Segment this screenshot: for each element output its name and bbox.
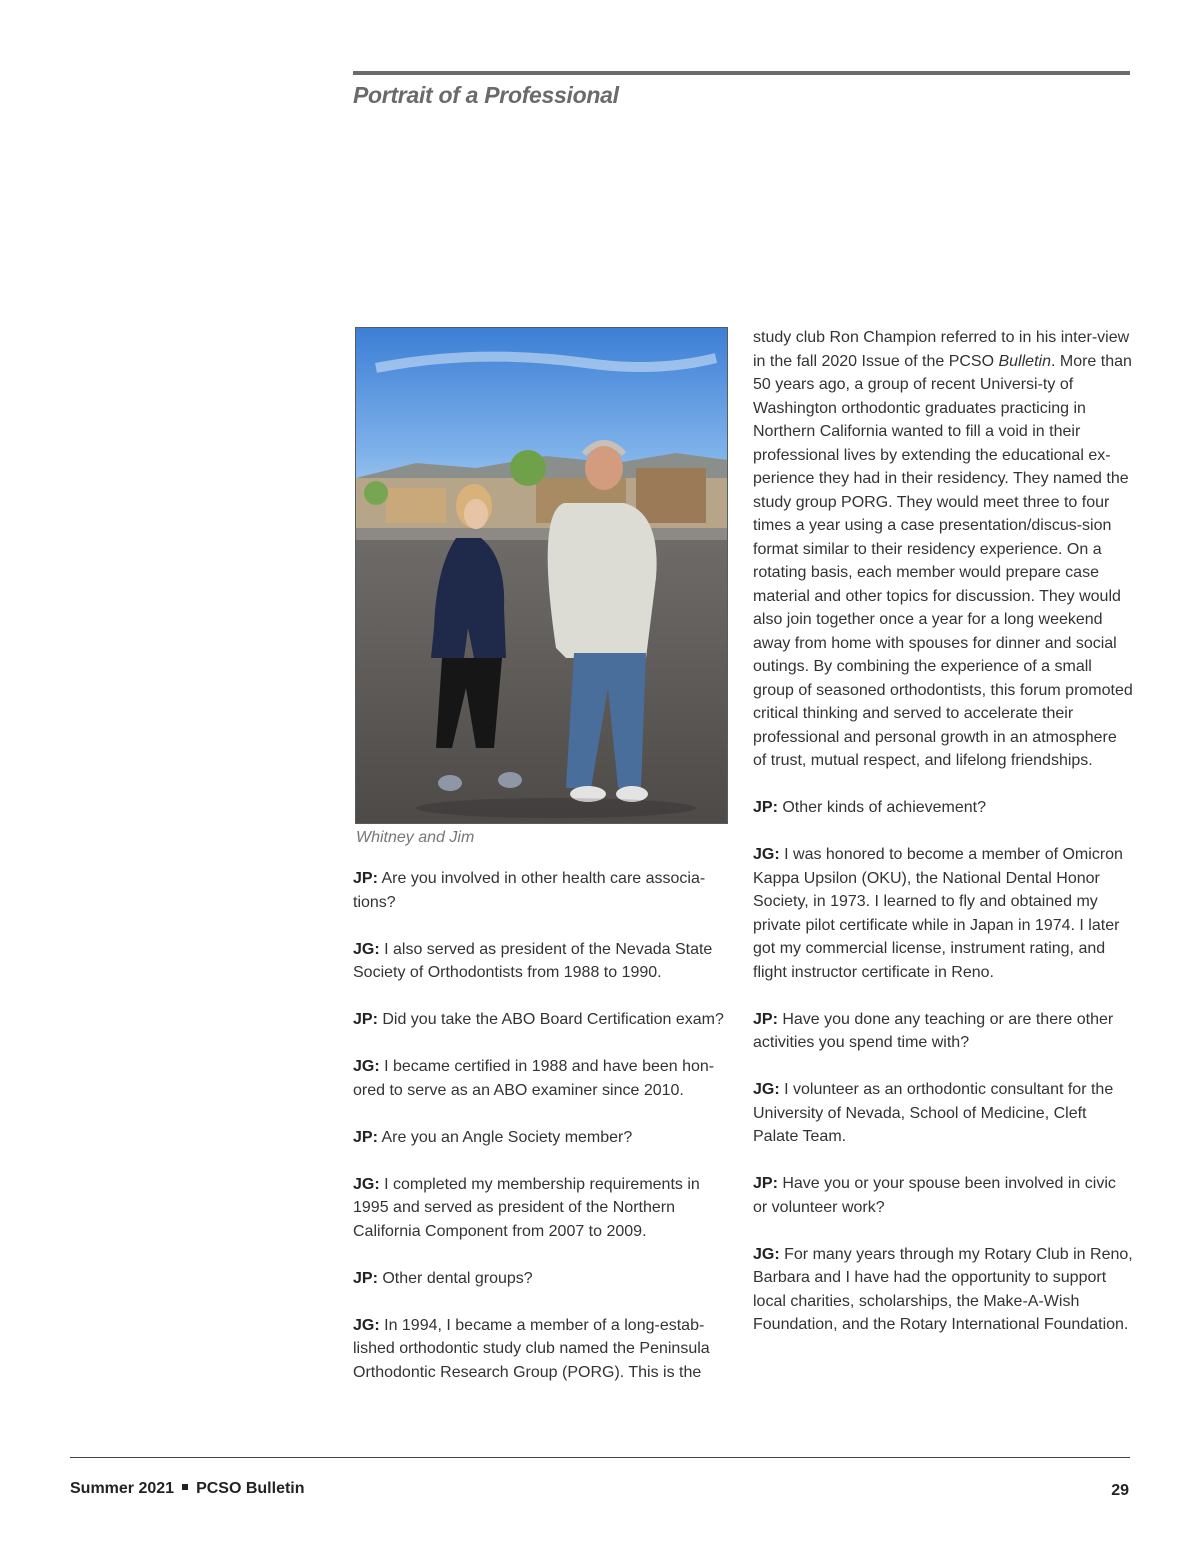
qa-text: Have you done any teaching or are there other activities you spend time with? bbox=[753, 1010, 1114, 1051]
section-title: Portrait of a Professional bbox=[353, 82, 619, 108]
speaker-label: JP: bbox=[353, 1011, 378, 1028]
continued-text-end: . More than 50 years ago, a group of recent Universi-ty of Washington orthodontic graduates practicing in Northern California wanted to fill a void in their professional lives by extending the educational ex-perience they had in their residency. They named the study group PORG. They would meet three to four times a year using a case presentation/discus-sion format similar to their residency experience. On a rotating basis, each member would prepare case material and other topics for discussion. They would also join together once a year for a long weekend away from home with spouses for dinner and social outings. By combining the experience of a small group of seasoned orthodontists, this forum promoted critical thinking and served to accelerate their professional and personal growth in an atmosphere of trust, mutual respect, and lifelong friendships. bbox=[753, 352, 1133, 769]
qa-paragraph bbox=[753, 1172, 1133, 1219]
footer-rule bbox=[70, 1457, 1130, 1458]
footer-issue: Summer 2021 bbox=[70, 1480, 175, 1497]
page-number: 29 bbox=[1111, 1482, 1129, 1499]
continued-paragraph bbox=[753, 326, 1133, 773]
photo-caption: Whitney and Jim bbox=[356, 829, 475, 846]
qa-paragraph bbox=[353, 938, 731, 985]
footer-issue-line bbox=[70, 1480, 305, 1498]
qa-text: Are you involved in other health care associa-tions? bbox=[353, 870, 706, 911]
qa-text: In 1994, I became a member of a long-estab-lished orthodontic study club named the Peninsula Orthodontic Research Group (PORG). This is the bbox=[353, 1316, 710, 1381]
qa-paragraph bbox=[753, 796, 1133, 820]
qa-text: I completed my membership requirements in 1995 and served as president of the Northern California Component from 2007 to 2009. bbox=[353, 1175, 700, 1240]
qa-paragraph bbox=[353, 1008, 731, 1032]
header-rule bbox=[353, 71, 1130, 75]
qa-paragraph bbox=[353, 1055, 731, 1102]
qa-text: I also served as president of the Nevada State Society of Orthodontists from 1988 to 1990. bbox=[353, 940, 713, 981]
left-column bbox=[353, 867, 731, 1384]
qa-text: I was honored to become a member of Omicron Kappa Upsilon (OKU), the National Dental Honor Society, in 1973. I learned to fly and obtained my private pilot certificate while in Japan in 1974. I later got my commercial license, instrument rating, and flight instructor certificate in Reno. bbox=[753, 846, 1123, 981]
continued-text-start: study club Ron Champion referred to in his inter-view in the fall 2020 Issue of the PCSO bbox=[753, 329, 1130, 370]
qa-text: Other dental groups? bbox=[377, 1269, 533, 1287]
qa-paragraph bbox=[353, 1126, 731, 1150]
photo-whitney-and-jim bbox=[355, 327, 728, 824]
qa-paragraph bbox=[353, 1267, 731, 1291]
qa-paragraph bbox=[753, 1243, 1133, 1337]
qa-paragraph bbox=[753, 1008, 1133, 1055]
qa-paragraph bbox=[753, 1078, 1133, 1149]
speaker-label: JP: bbox=[753, 1010, 778, 1028]
qa-paragraph bbox=[753, 843, 1133, 984]
speaker-label: JG: bbox=[753, 1245, 780, 1263]
speaker-label: JP: bbox=[753, 799, 778, 816]
speaker-label: JG: bbox=[753, 1081, 780, 1098]
qa-text: Are you an Angle Society member? bbox=[377, 1128, 633, 1146]
speaker-label: JG: bbox=[353, 1175, 380, 1193]
footer-publication: PCSO Bulletin bbox=[196, 1480, 305, 1497]
qa-text: Did you take the ABO Board Certification exam? bbox=[377, 1011, 724, 1028]
qa-text: I became certified in 1988 and have been hon-ored to serve as an ABO examiner since 2010. bbox=[353, 1058, 715, 1099]
qa-paragraph bbox=[353, 1314, 731, 1385]
speaker-label: JG: bbox=[353, 1316, 380, 1334]
speaker-label: JP: bbox=[353, 1269, 378, 1287]
speaker-label: JG: bbox=[753, 846, 780, 863]
square-bullet-icon bbox=[182, 1484, 188, 1490]
speaker-label: JP: bbox=[753, 1175, 778, 1192]
qa-paragraph bbox=[353, 1173, 731, 1244]
speaker-label: JG: bbox=[353, 1058, 380, 1075]
qa-text: I volunteer as an orthodontic consultant for the University of Nevada, School of Medicine, Cleft Palate Team. bbox=[753, 1081, 1114, 1145]
right-column bbox=[753, 326, 1133, 1337]
qa-text: Have you or your spouse been involved in civic or volunteer work? bbox=[753, 1175, 1116, 1216]
qa-text: For many years through my Rotary Club in Reno, Barbara and I have had the opportunity to support local charities, scholarships, the Make-A-Wish Foundation, and the Rotary International Foundation. bbox=[753, 1245, 1133, 1333]
speaker-label: JP: bbox=[353, 870, 378, 887]
qa-text: Other kinds of achievement? bbox=[777, 799, 987, 816]
qa-paragraph bbox=[353, 867, 731, 914]
speaker-label: JP: bbox=[353, 1128, 378, 1146]
speaker-label: JG: bbox=[353, 940, 380, 958]
publication-title-italic: Bulletin bbox=[998, 352, 1051, 370]
